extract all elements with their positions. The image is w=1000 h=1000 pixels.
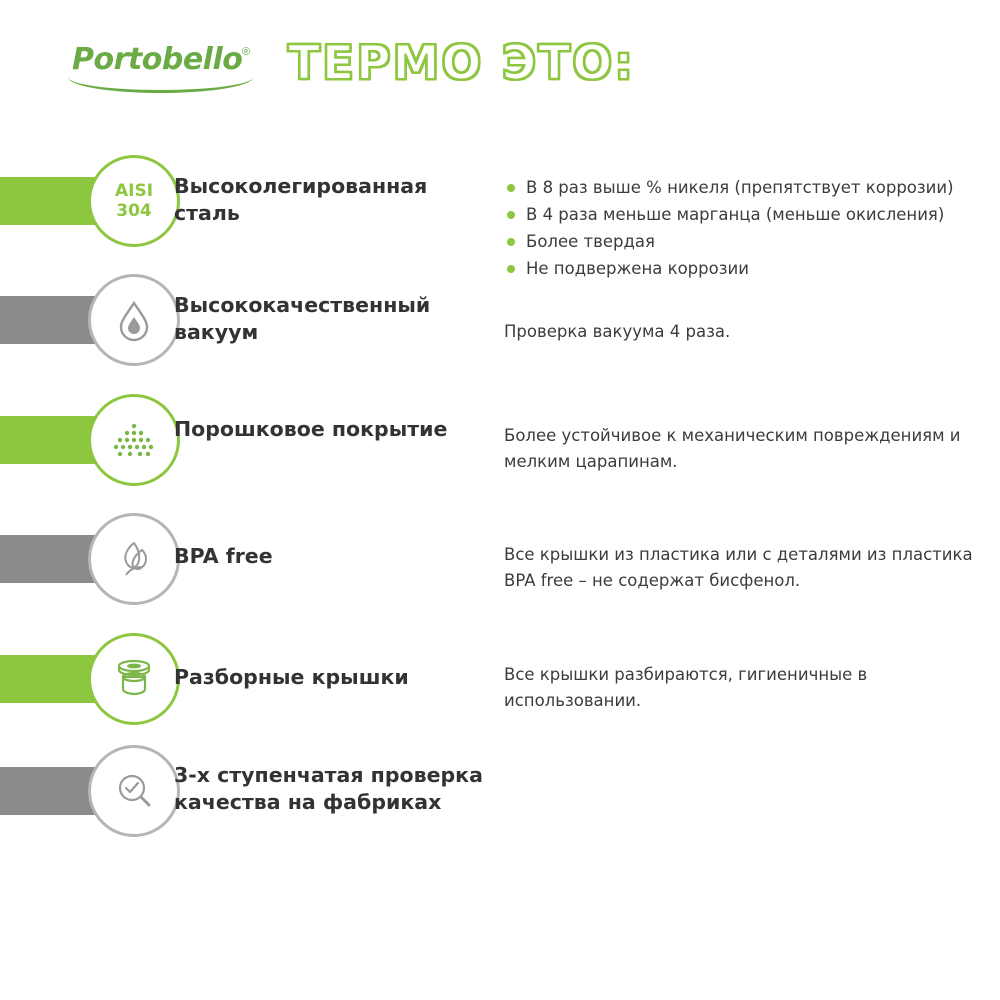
- list-item: В 4 раза меньше марганца (меньше окисления): [504, 201, 974, 228]
- feature-badge: [88, 274, 180, 366]
- feature-badge: [88, 633, 180, 725]
- lid-icon: [106, 653, 162, 705]
- feature-row: [0, 745, 1000, 837]
- logo-swoosh-icon: [68, 74, 253, 93]
- feature-row: [0, 633, 1000, 725]
- feature-badge: [88, 155, 180, 247]
- feature-title: BPA free: [174, 544, 273, 568]
- feature-title: Высококачественный вакуум: [174, 293, 431, 344]
- page-title: ТЕРМО ЭТО:: [288, 36, 636, 91]
- feature-title: Порошковое покрытие: [174, 417, 448, 441]
- brand-logo: [68, 40, 268, 98]
- feature-row: [0, 155, 1000, 278]
- feature-description: Более устойчивое к механическим повреждениям и мелким царапинам.: [504, 426, 961, 471]
- feature-row: [0, 394, 1000, 486]
- feature-bullets: [504, 174, 974, 282]
- water-drop-icon: [108, 294, 160, 346]
- leaf-icon: [108, 533, 160, 585]
- feature-description: Все крышки из пластика или с деталями из пластика BPA free – не содержат бисфенол.: [504, 545, 973, 590]
- aisi-label: AISI: [114, 181, 154, 201]
- aisi-304-badge-icon: [115, 181, 153, 221]
- feature-badge: [88, 513, 180, 605]
- list-item: Не подвержена коррозии: [504, 255, 974, 282]
- magnifier-check-icon: [108, 765, 160, 817]
- feature-row: [0, 513, 1000, 605]
- feature-row: [0, 274, 1000, 366]
- registered-mark: ®: [242, 46, 251, 58]
- aisi-grade: 304: [116, 201, 152, 221]
- powder-dots-icon: [106, 416, 162, 464]
- feature-title: Высоколегированная сталь: [174, 174, 428, 225]
- list-item: Более твердая: [504, 228, 974, 255]
- list-item: В 8 раз выше % никеля (препятствует коррозии): [504, 174, 974, 201]
- feature-title: 3-х ступенчатая проверка качества на фабриках: [174, 763, 483, 814]
- feature-description: Все крышки разбираются, гигиеничные в использовании.: [504, 665, 868, 710]
- brand-logo-text: Portobello: [72, 42, 243, 77]
- feature-badge: [88, 394, 180, 486]
- feature-badge: [88, 745, 180, 837]
- feature-title: Разборные крышки: [174, 665, 409, 689]
- page-header: [0, 0, 1000, 130]
- feature-description: Проверка вакуума 4 раза.: [504, 322, 731, 341]
